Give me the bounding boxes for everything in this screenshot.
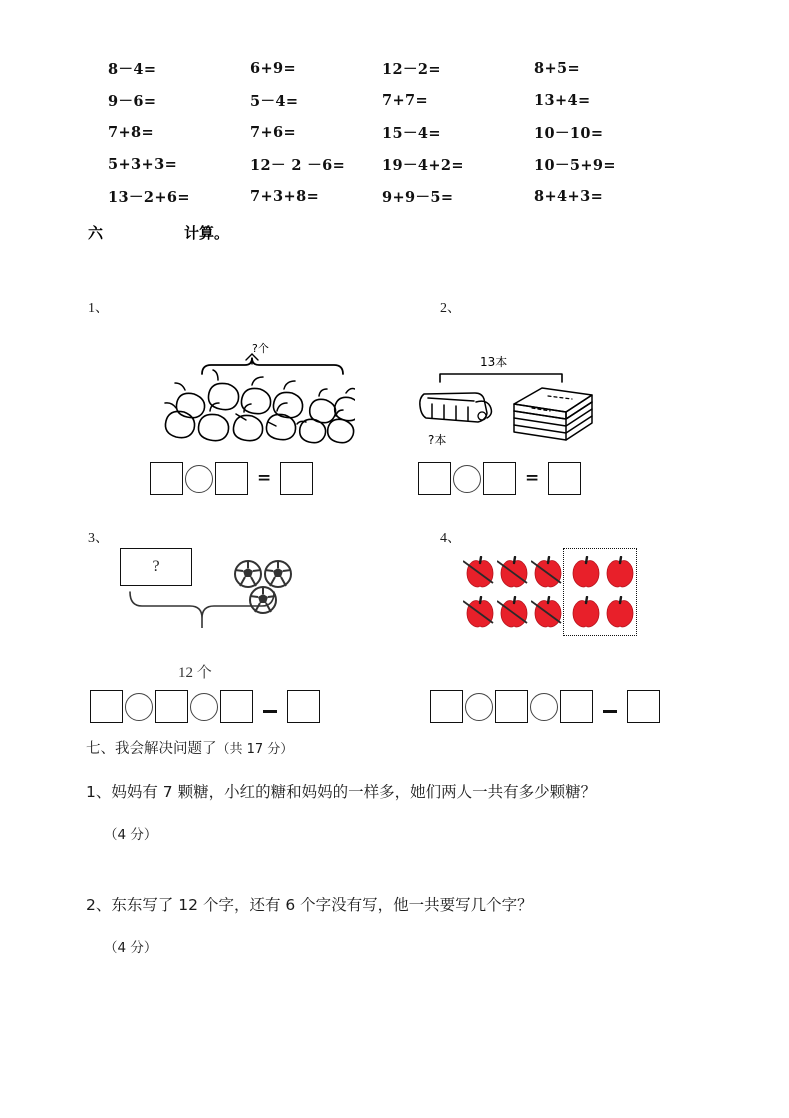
- svg-text:13本: 13本: [480, 355, 508, 369]
- section-seven-header: [86, 737, 293, 758]
- calc-item: 9+9－5=: [382, 188, 454, 206]
- operator-circle[interactable]: [530, 693, 558, 721]
- apple-crossed: [497, 556, 531, 588]
- answer-row-4: [430, 690, 660, 723]
- answer-box[interactable]: [150, 462, 183, 495]
- answer-box[interactable]: [287, 690, 320, 723]
- arithmetic-grid: [96, 52, 716, 212]
- problem-label-3: 3、: [88, 531, 109, 546]
- section-seven-points: （共 17 分）: [216, 742, 294, 757]
- apple-crossed: [463, 556, 497, 588]
- apple-crossed: [463, 596, 497, 628]
- total-brace-icon: [128, 590, 308, 640]
- question-2-points: （4 分）: [104, 940, 158, 956]
- calc-item: 7+8=: [108, 123, 155, 141]
- section-six-header: [88, 222, 229, 243]
- apple-crossed: [497, 596, 531, 628]
- operator-circle[interactable]: [465, 693, 493, 721]
- calc-item: 5－4=: [250, 92, 299, 110]
- equals-dash: [603, 710, 617, 713]
- calc-item: 8+5=: [534, 59, 581, 77]
- calc-item: 13+4=: [534, 91, 591, 109]
- question-2-text: 2、东东写了 12 个字，还有 6 个字没有写，他一共要写几个字？: [86, 896, 533, 914]
- calc-item: 15－4=: [382, 124, 441, 142]
- total-label: 12 个: [178, 665, 212, 681]
- calc-item: 13－2+6=: [108, 188, 190, 206]
- answer-box[interactable]: [90, 690, 123, 723]
- answer-box[interactable]: [560, 690, 593, 723]
- problem-label-1: 1、: [88, 301, 109, 316]
- answer-row-1: [150, 462, 313, 495]
- equals-sign: =: [525, 468, 540, 488]
- answer-box[interactable]: [495, 690, 528, 723]
- equals-dash: [263, 710, 277, 713]
- table-row: [96, 52, 716, 84]
- equals-sign: =: [257, 468, 272, 488]
- problem-label-4: 4、: [440, 531, 461, 546]
- operator-circle[interactable]: [185, 465, 213, 493]
- section-number: 六: [88, 224, 104, 242]
- apple-plain: [569, 596, 603, 628]
- apple-plain: [603, 596, 637, 628]
- calc-item: 10－10=: [534, 124, 604, 142]
- table-row: [96, 84, 716, 116]
- answer-box[interactable]: [430, 690, 463, 723]
- answer-box[interactable]: [220, 690, 253, 723]
- table-row: [96, 148, 716, 180]
- problem-label-2: 2、: [440, 301, 461, 316]
- section-title: 计算。: [184, 224, 230, 242]
- svg-text:?本: ?本: [428, 433, 447, 447]
- calc-item: 10－5+9=: [534, 156, 616, 174]
- answer-row-2: [418, 462, 581, 495]
- apple-crossed: [531, 556, 565, 588]
- calc-item: 8－4=: [108, 60, 157, 78]
- calc-item: 9－6=: [108, 92, 157, 110]
- answer-box[interactable]: [155, 690, 188, 723]
- svg-text:?个: ?个: [252, 342, 269, 355]
- apple-plain: [603, 556, 637, 588]
- section-seven-title: 七、我会解决问题了: [86, 741, 217, 757]
- operator-circle[interactable]: [453, 465, 481, 493]
- calc-item: 12－ 2 －6=: [250, 156, 346, 174]
- answer-box[interactable]: [215, 462, 248, 495]
- calc-item: 7+3+8=: [250, 187, 320, 205]
- answer-box[interactable]: [483, 462, 516, 495]
- operator-circle[interactable]: [190, 693, 218, 721]
- table-row: [96, 116, 716, 148]
- table-row: [96, 180, 716, 212]
- answer-box[interactable]: [548, 462, 581, 495]
- calc-item: 7+7=: [382, 91, 429, 109]
- unknown-quantity-box: ?: [120, 548, 192, 586]
- answer-box[interactable]: [627, 690, 660, 723]
- apples-sketch-figure: [140, 338, 355, 455]
- answer-row-3: [90, 690, 320, 723]
- calc-item: 8+4+3=: [534, 187, 604, 205]
- question-1-text: 1、妈妈有 7 颗糖，小红的糖和妈妈的一样多，她们两人一共有多少颗糖？: [86, 783, 597, 801]
- calc-item: 6+9=: [250, 59, 297, 77]
- calc-item: 7+6=: [250, 123, 297, 141]
- books-sketch-figure: [408, 352, 598, 457]
- calc-item: 5+3+3=: [108, 155, 178, 173]
- answer-box[interactable]: [280, 462, 313, 495]
- apple-crossed: [531, 596, 565, 628]
- operator-circle[interactable]: [125, 693, 153, 721]
- calc-item: 19－4+2=: [382, 156, 464, 174]
- apple-plain: [569, 556, 603, 588]
- calc-item: 12－2=: [382, 60, 441, 78]
- answer-box[interactable]: [418, 462, 451, 495]
- question-1-points: （4 分）: [104, 827, 158, 843]
